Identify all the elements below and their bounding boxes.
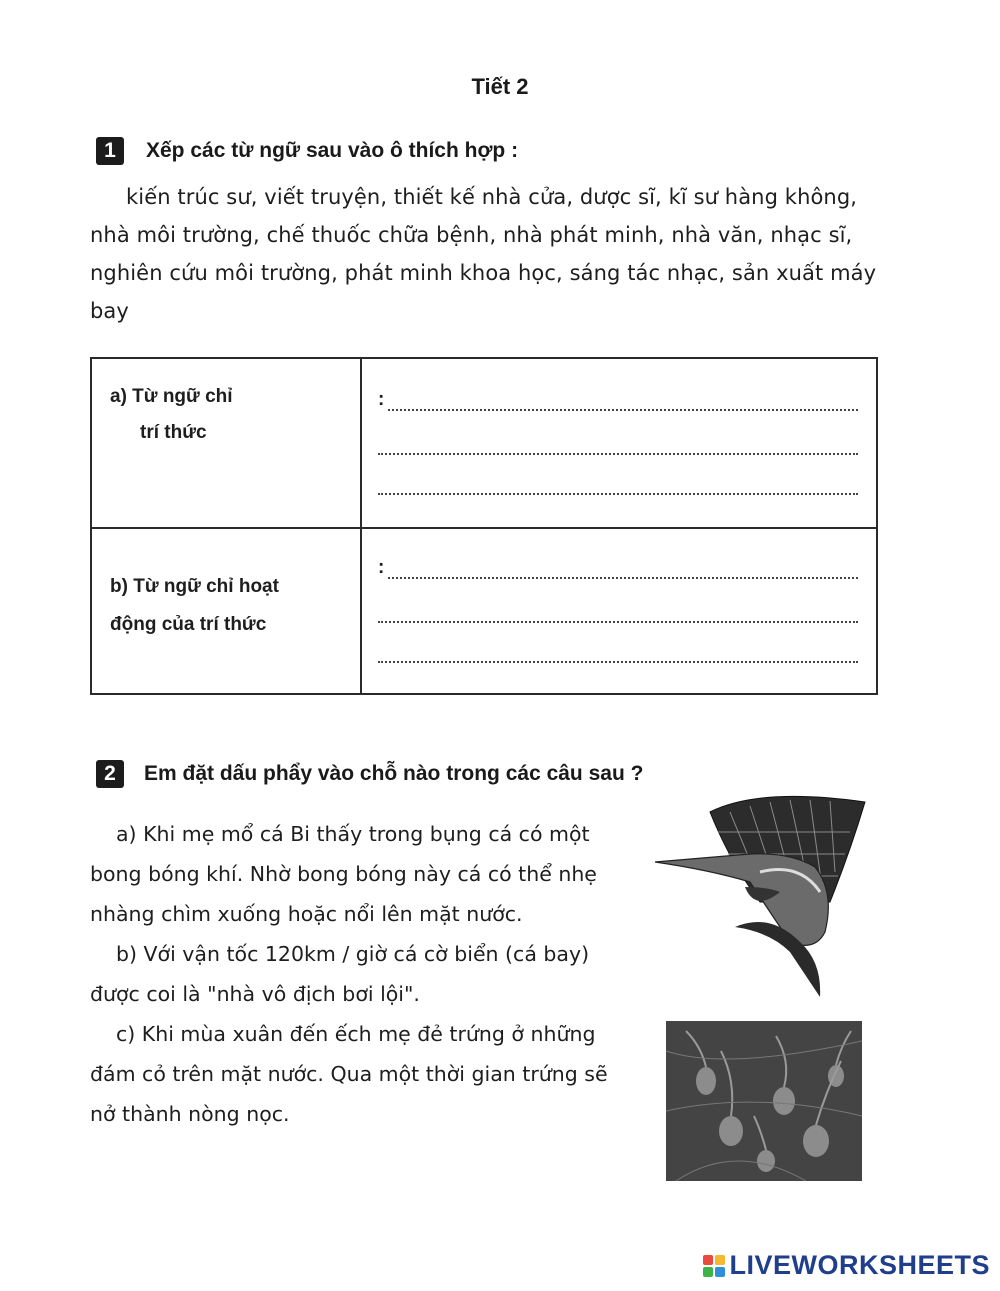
row-b-label-line2: động của trí thức — [110, 614, 267, 635]
exercise-1-heading: Xếp các từ ngữ sau vào ô thích hợp : — [146, 139, 519, 162]
exercise-2-heading: Em đặt dấu phẩy vào chỗ nào trong các câu sau ? — [144, 762, 644, 785]
liveworksheets-logo — [703, 1250, 990, 1281]
word-list-text: kiến trúc sư, viết truyện, thiết kế nhà cửa, dược sĩ, kĩ sư hàng không, nhà môi trường, chế thuốc chữa bệnh, nhà phát minh, nhà văn, nhạc sĩ, nghiên cứu môi trường, phát minh khoa học, sáng tác nhạc, sản xuất máy bay — [90, 185, 877, 323]
sailfish-illustration — [650, 792, 880, 1002]
row-b-answer-line-3[interactable] — [378, 661, 858, 663]
row-a-colon: : — [378, 389, 385, 410]
row-a-label-line2: trí thức — [140, 422, 207, 443]
row-b-label-line1: b) Từ ngữ chỉ hoạt — [110, 576, 279, 597]
row-b-answer-line-2[interactable] — [378, 621, 858, 623]
sentence-b[interactable]: b) Với vận tốc 120km / giờ cá cờ biển (cá bay) được coi là "nhà vô địch bơi lội". — [90, 942, 590, 1006]
classification-table — [90, 357, 878, 695]
lesson-title: Tiết 2 — [471, 74, 529, 99]
exercise-2-sentences — [90, 814, 618, 1134]
row-b-colon: : — [378, 557, 385, 578]
liveworksheets-logo-text: LIVEWORKSHEETS — [729, 1250, 990, 1280]
row-a-answer-line-2[interactable] — [378, 453, 858, 455]
table-column-divider — [360, 359, 362, 693]
tadpoles-photo — [666, 1021, 862, 1181]
liveworksheets-logo-icon — [703, 1255, 725, 1277]
sentence-c[interactable]: c) Khi mùa xuân đến ếch mẹ đẻ trứng ở những đám cỏ trên mặt nước. Qua một thời gian trứng sẽ nở thành nòng nọc. — [90, 1022, 608, 1126]
row-a-label-line1: a) Từ ngữ chỉ — [110, 386, 233, 407]
sentence-a[interactable]: a) Khi mẹ mổ cá Bi thấy trong bụng cá có một bong bóng khí. Nhờ bong bóng này cá có thể nhẹ nhàng chìm xuống hoặc nổi lên mặt nước. — [90, 822, 597, 926]
exercise-1-number-badge: 1 — [96, 137, 124, 165]
exercise-2-number-badge: 2 — [96, 760, 124, 788]
table-row-divider — [92, 527, 876, 529]
row-a-answer-line-3[interactable] — [378, 493, 858, 495]
row-a-answer-line-1[interactable] — [388, 409, 858, 411]
row-b-answer-line-1[interactable] — [388, 577, 858, 579]
exercise-1-word-list — [90, 178, 890, 330]
